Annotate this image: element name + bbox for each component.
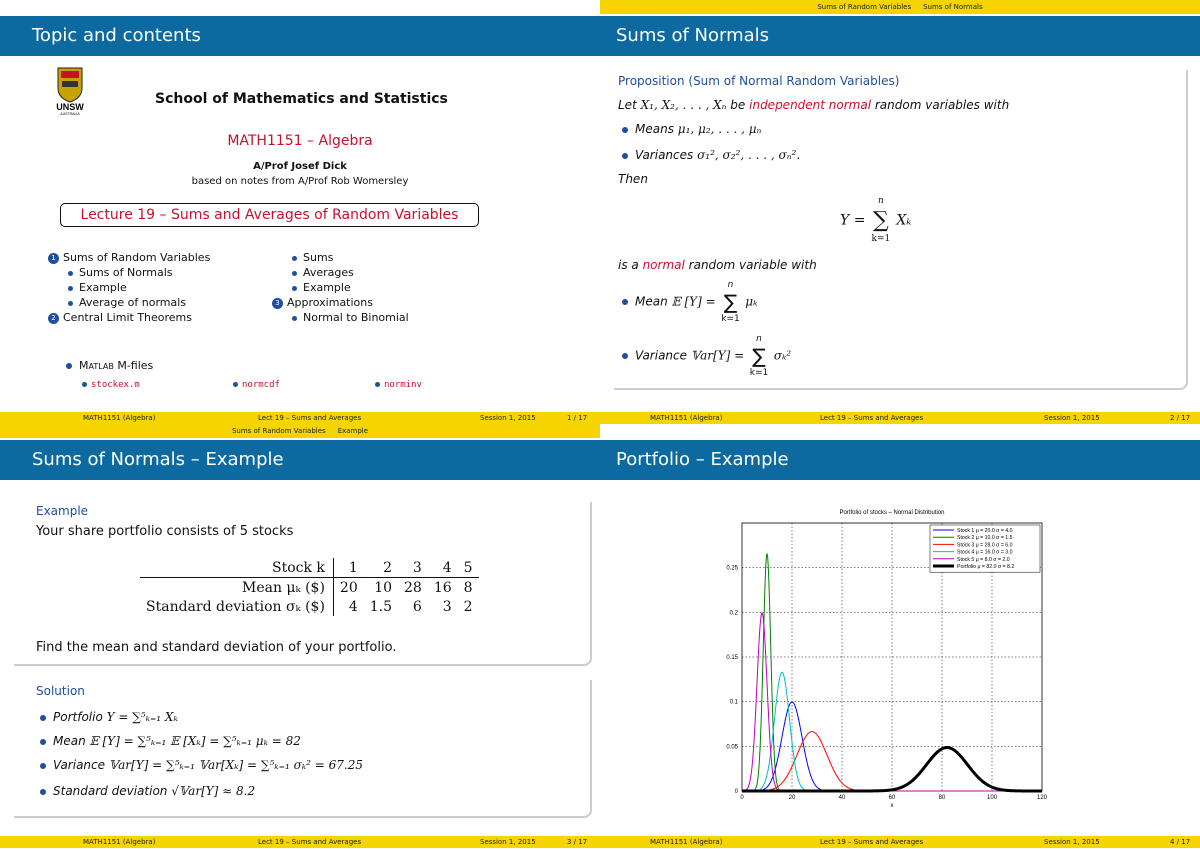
y-tick-label: 0.05 (726, 744, 738, 751)
toc-item[interactable] (272, 265, 409, 280)
slide-title: Sums of Normals (600, 16, 1200, 56)
file-link-stockex[interactable]: stockex.m (91, 380, 140, 390)
credits: based on notes from A/Prof Rob Womersley (191, 176, 409, 187)
toc-item[interactable] (48, 310, 210, 325)
lecturer-name: A/Prof Josef Dick (253, 161, 347, 172)
x-tick-label: 40 (838, 795, 846, 801)
table-cell: 5 (458, 558, 479, 578)
table-cell: 6 (412, 598, 422, 615)
y-tick-label: 0.2 (729, 610, 738, 617)
sum-equation: Y = ∑ n k=1 Xₖ (840, 196, 912, 244)
x-tick-label: 100 (986, 795, 998, 801)
footer-course: MATH1151 (Algebra) (83, 414, 156, 422)
nav-section[interactable]: Sums of Random Variables (817, 3, 912, 11)
x-tick-label: 60 (888, 795, 896, 801)
table-cell: 3 (398, 558, 428, 578)
toc-right (272, 250, 409, 325)
stock-table (140, 558, 479, 616)
y-tick-label: 0.15 (726, 655, 738, 661)
legend-entry: Stock 5 μ = 8.0 σ = 2.0 (957, 556, 1010, 563)
slide-title: Topic and contents (0, 16, 600, 56)
section-number: 3 (272, 298, 283, 309)
toc-item[interactable] (48, 250, 210, 265)
legend-entry: Stock 3 μ = 28.0 σ = 6.0 (957, 542, 1013, 549)
footer-page: 1 / 17 (567, 414, 588, 422)
matlab-label: Matlab (79, 359, 114, 372)
variance-item: Variance 𝕍ar[Y] = ∑ n k=1 σₖ² (622, 344, 791, 368)
toc-label: Example (303, 281, 351, 294)
toc-item[interactable] (272, 310, 409, 325)
footer-lecture: Lect 19 – Sums and Averages (258, 414, 362, 422)
chart-title: Portfolio of stocks – Normal Distribution (839, 510, 945, 516)
toc-item[interactable] (48, 295, 210, 310)
y-tick-label: 0.25 (726, 565, 738, 572)
toc-label: Approximations (287, 296, 373, 309)
mean-item: Mean 𝔼 [Y] = ∑ n k=1 μₖ (622, 290, 757, 314)
x-tick-label: 80 (938, 795, 946, 801)
toc-label: Central Limit Theorems (63, 311, 192, 324)
table-cell: 1 (333, 558, 363, 578)
table-row (140, 578, 479, 598)
file-link-2-wrap (233, 377, 280, 390)
table-cell: 3 (442, 598, 452, 615)
example-title: Example (36, 504, 89, 518)
slide-footer: MATH1151 (Algebra) Lect 19 – Sums and Averages Session 1, 2015 2 / 17 (600, 412, 1200, 424)
example-text: Your share portfolio consists of 5 stocks (36, 524, 294, 539)
unsw-logo (52, 66, 88, 116)
lecture-title: Lecture 19 – Sums and Averages of Random Variables (60, 203, 479, 227)
toc-label: Average of normals (79, 296, 187, 309)
variances-item: Variances σ₁², σ₂², . . . , σₙ². (622, 148, 800, 162)
table-cell: 4 (428, 558, 458, 578)
y-tick-label: 0 (734, 789, 738, 795)
slide-footer (0, 412, 600, 424)
toc-label: Sums of Normals (79, 266, 173, 279)
file-link-1-wrap (82, 377, 140, 390)
toc-label: Sums of Random Variables (63, 251, 211, 264)
nav-subsection[interactable]: Example (337, 427, 369, 435)
section-nav (600, 0, 1200, 14)
table-cell: 8 (463, 579, 473, 596)
svg-text:AUSTRALIA: AUSTRALIA (60, 112, 80, 116)
table-cell: 1.5 (369, 598, 393, 615)
toc-label: Example (79, 281, 127, 294)
toc-item[interactable] (48, 265, 210, 280)
legend-entry: Stock 1 μ = 20.0 σ = 4.0 (957, 528, 1013, 534)
legend-entry: Portfolio μ = 82.0 σ = 8.2 (957, 564, 1015, 570)
matlab-files (66, 358, 153, 373)
table-cell: 10 (374, 579, 393, 596)
solution-item: Standard deviation √𝕍ar[Y] ≈ 8.2 (40, 784, 255, 798)
x-tick-label: 20 (788, 795, 796, 801)
row-header: Mean μₖ ($) (140, 578, 333, 598)
slide-footer: MATH1151 (Algebra) Lect 19 – Sums and Averages Session 1, 2015 3 / 17 (0, 836, 600, 848)
slide-1 (0, 0, 600, 424)
school-name: School of Mathematics and Statistics (155, 91, 448, 107)
slide-title: Sums of Normals – Example (0, 440, 600, 480)
proposition-statement: Let X₁, X₂, . . . , Xₙ be independent normal random variables with (618, 98, 1010, 112)
table-cell: 16 (433, 579, 452, 596)
legend-entry: Stock 4 μ = 16.0 σ = 3.0 (957, 549, 1013, 556)
section-number: 1 (48, 253, 59, 264)
mfiles-label: M-files (117, 359, 154, 372)
section-number: 2 (48, 313, 59, 324)
means-item: Means μ₁, μ₂, . . . , μₙ (622, 122, 761, 136)
toc-item[interactable] (272, 280, 409, 295)
solution-item: Mean 𝔼 [Y] = ∑⁵ₖ₌₁ 𝔼 [Xₖ] = ∑⁵ₖ₌₁ μₖ = 82 (40, 734, 301, 748)
x-tick-label: 0 (740, 795, 744, 801)
file-link-norminv[interactable]: norminv (384, 380, 422, 390)
table-cell: 2 (364, 558, 398, 578)
section-nav (0, 424, 600, 438)
file-link-3-wrap (375, 377, 422, 390)
toc-left (48, 250, 210, 325)
x-tick-label: 120 (1036, 795, 1048, 801)
toc-item[interactable] (272, 295, 409, 310)
slide-2 (600, 0, 1200, 424)
course-title: MATH1151 – Algebra (227, 133, 373, 149)
find-text: Find the mean and standard deviation of your portfolio. (36, 640, 397, 655)
x-axis-label: x (890, 803, 894, 809)
toc-item[interactable] (48, 280, 210, 295)
table-row (140, 597, 479, 616)
table-cell: 2 (463, 598, 473, 615)
footer-session: Session 1, 2015 (480, 414, 536, 422)
slide-footer: MATH1151 (Algebra) Lect 19 – Sums and Averages Session 1, 2015 4 / 17 (600, 836, 1200, 848)
y-tick-label: 0.1 (729, 699, 738, 706)
solution-title: Solution (36, 684, 85, 698)
legend-entry: Stock 2 μ = 10.0 σ = 1.5 (957, 535, 1013, 542)
solution-item: Variance 𝕍ar[Y] = ∑⁵ₖ₌₁ 𝕍ar[Xₖ] = ∑⁵ₖ₌₁ σₖ² = 67.25 (40, 758, 363, 772)
nav-subsection[interactable]: Sums of Normals (923, 3, 983, 11)
proposition-title: Proposition (Sum of Normal Random Variables) (618, 74, 900, 88)
row-header: Standard deviation σₖ ($) (140, 597, 333, 616)
toc-label: Normal to Binomial (303, 311, 409, 324)
row-header: Stock k (140, 558, 333, 578)
file-link-normcdf[interactable]: normcdf (242, 380, 280, 390)
solution-item: Portfolio Y = ∑⁵ₖ₌₁ Xₖ (40, 710, 178, 724)
normal-statement: is a normal random variable with (618, 258, 817, 272)
toc-label: Averages (303, 266, 354, 279)
normal-distribution-chart (700, 505, 1060, 823)
then-label: Then (618, 172, 648, 186)
svg-text:UNSW: UNSW (56, 102, 84, 112)
nav-section[interactable]: Sums of Random Variables (231, 427, 326, 435)
slide-title: Portfolio – Example (600, 440, 1200, 480)
toc-label: Sums (303, 251, 334, 264)
table-cell: 28 (404, 579, 422, 596)
table-cell: 20 (339, 579, 358, 596)
toc-item[interactable] (272, 250, 409, 265)
table-row (140, 558, 479, 578)
table-cell: 4 (348, 598, 358, 615)
slide-3 (0, 424, 600, 848)
